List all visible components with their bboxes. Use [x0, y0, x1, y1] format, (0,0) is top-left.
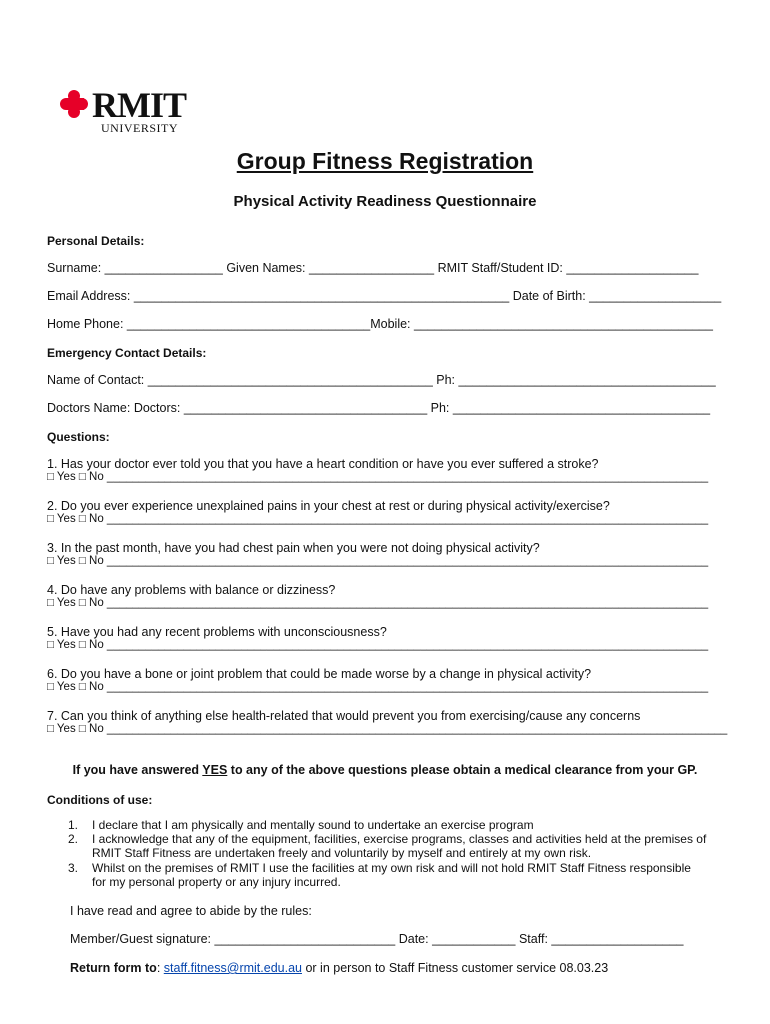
- logo-wordmark: RMIT: [92, 85, 186, 125]
- medical-clearance-notice: [0, 763, 770, 777]
- question-7: 7. Can you think of anything else health-related that would prevent you from exercising/cause any concerns: [47, 709, 641, 723]
- logo-subtext: UNIVERSITY: [101, 121, 178, 135]
- return-email-link[interactable]: staff.fitness@rmit.edu.au: [163, 961, 302, 975]
- answer-6[interactable]: □ Yes □ No ______________________________________________________________________________________________: [47, 681, 709, 693]
- return-instructions: [70, 961, 608, 975]
- answer-3[interactable]: □ Yes □ No ______________________________________________________________________________________________: [47, 555, 709, 567]
- answer-7[interactable]: □ Yes □ No _________________________________________________________________________________________________: [47, 723, 728, 735]
- condition-text: I acknowledge that any of the equipment, facilities, exercise programs, classes and activities held at the premises of RMIT Staff Fitness are undertaken freely and voluntarily by myself and entirely at my own risk.: [92, 832, 707, 861]
- personal-row-email-dob[interactable]: Email Address: ______________________________________________________ Date of Birth: ___________________: [47, 289, 722, 303]
- personal-row-names[interactable]: Surname: _________________ Given Names: __________________ RMIT Staff/Student ID: ___________________: [47, 261, 699, 275]
- question-2: 2. Do you ever experience unexplained pains in your chest at rest or during physical activity/exercise?: [47, 499, 610, 513]
- question-3: 3. In the past month, have you had chest pain when you were not doing physical activity?: [47, 541, 540, 555]
- clearance-text-before: If you have answered: [72, 763, 203, 777]
- conditions-heading: Conditions of use:: [47, 793, 153, 807]
- conditions-list: [68, 818, 708, 889]
- page-subtitle: Physical Activity Readiness Questionnaire: [233, 193, 537, 210]
- answer-2[interactable]: □ Yes □ No ______________________________________________________________________________________________: [47, 513, 709, 525]
- condition-text: I declare that I am physically and mentally sound to undertake an exercise program: [92, 818, 534, 832]
- personal-details-heading: Personal Details:: [47, 234, 145, 248]
- return-colon: :: [156, 961, 164, 975]
- return-label: Return form to: [70, 961, 157, 975]
- rmit-logo: [58, 86, 208, 136]
- emergency-row-doctor[interactable]: Doctors Name: Doctors: ___________________________________ Ph: _____________________________________: [47, 401, 711, 415]
- answer-1[interactable]: □ Yes □ No ______________________________________________________________________________________________: [47, 471, 709, 483]
- emergency-heading: Emergency Contact Details:: [47, 346, 207, 360]
- question-5: 5. Have you had any recent problems with unconsciousness?: [47, 625, 387, 639]
- signature-row[interactable]: Member/Guest signature: __________________________ Date: ____________ Staff: ___________________: [70, 932, 684, 946]
- condition-number: 2.: [68, 832, 79, 847]
- condition-item: [68, 861, 708, 889]
- question-6: 6. Do you have a bone or joint problem that could be made worse by a change in physical activity?: [47, 667, 592, 681]
- agreement-statement: I have read and agree to abide by the rules:: [70, 904, 312, 918]
- condition-item: [68, 832, 708, 860]
- answer-4[interactable]: □ Yes □ No ______________________________________________________________________________________________: [47, 597, 709, 609]
- question-1: 1. Has your doctor ever told you that you have a heart condition or have you ever suffered a stroke?: [47, 457, 599, 471]
- clearance-yes: YES: [202, 763, 228, 777]
- condition-number: 1.: [68, 818, 79, 832]
- page-title: Group Fitness Registration: [236, 148, 534, 174]
- answer-5[interactable]: □ Yes □ No ______________________________________________________________________________________________: [47, 639, 709, 651]
- condition-item: [68, 818, 708, 832]
- return-rest: or in person to Staff Fitness customer service 08.03.23: [301, 961, 609, 975]
- emergency-row-contact[interactable]: Name of Contact: _________________________________________ Ph: _____________________________________: [47, 373, 716, 387]
- condition-text: Whilst on the premises of RMIT I use the facilities at my own risk and will not hold RMIT Staff Fitness responsible for my personal property or any injury incurred.: [92, 860, 691, 889]
- personal-row-phone[interactable]: Home Phone: ___________________________________Mobile: ___________________________________________: [47, 317, 713, 331]
- questions-heading: Questions:: [47, 430, 110, 444]
- clearance-text-after: to any of the above questions please obtain a medical clearance from your GP.: [227, 763, 698, 777]
- question-4: 4. Do have any problems with balance or dizziness?: [47, 583, 336, 597]
- condition-number: 3.: [68, 860, 79, 875]
